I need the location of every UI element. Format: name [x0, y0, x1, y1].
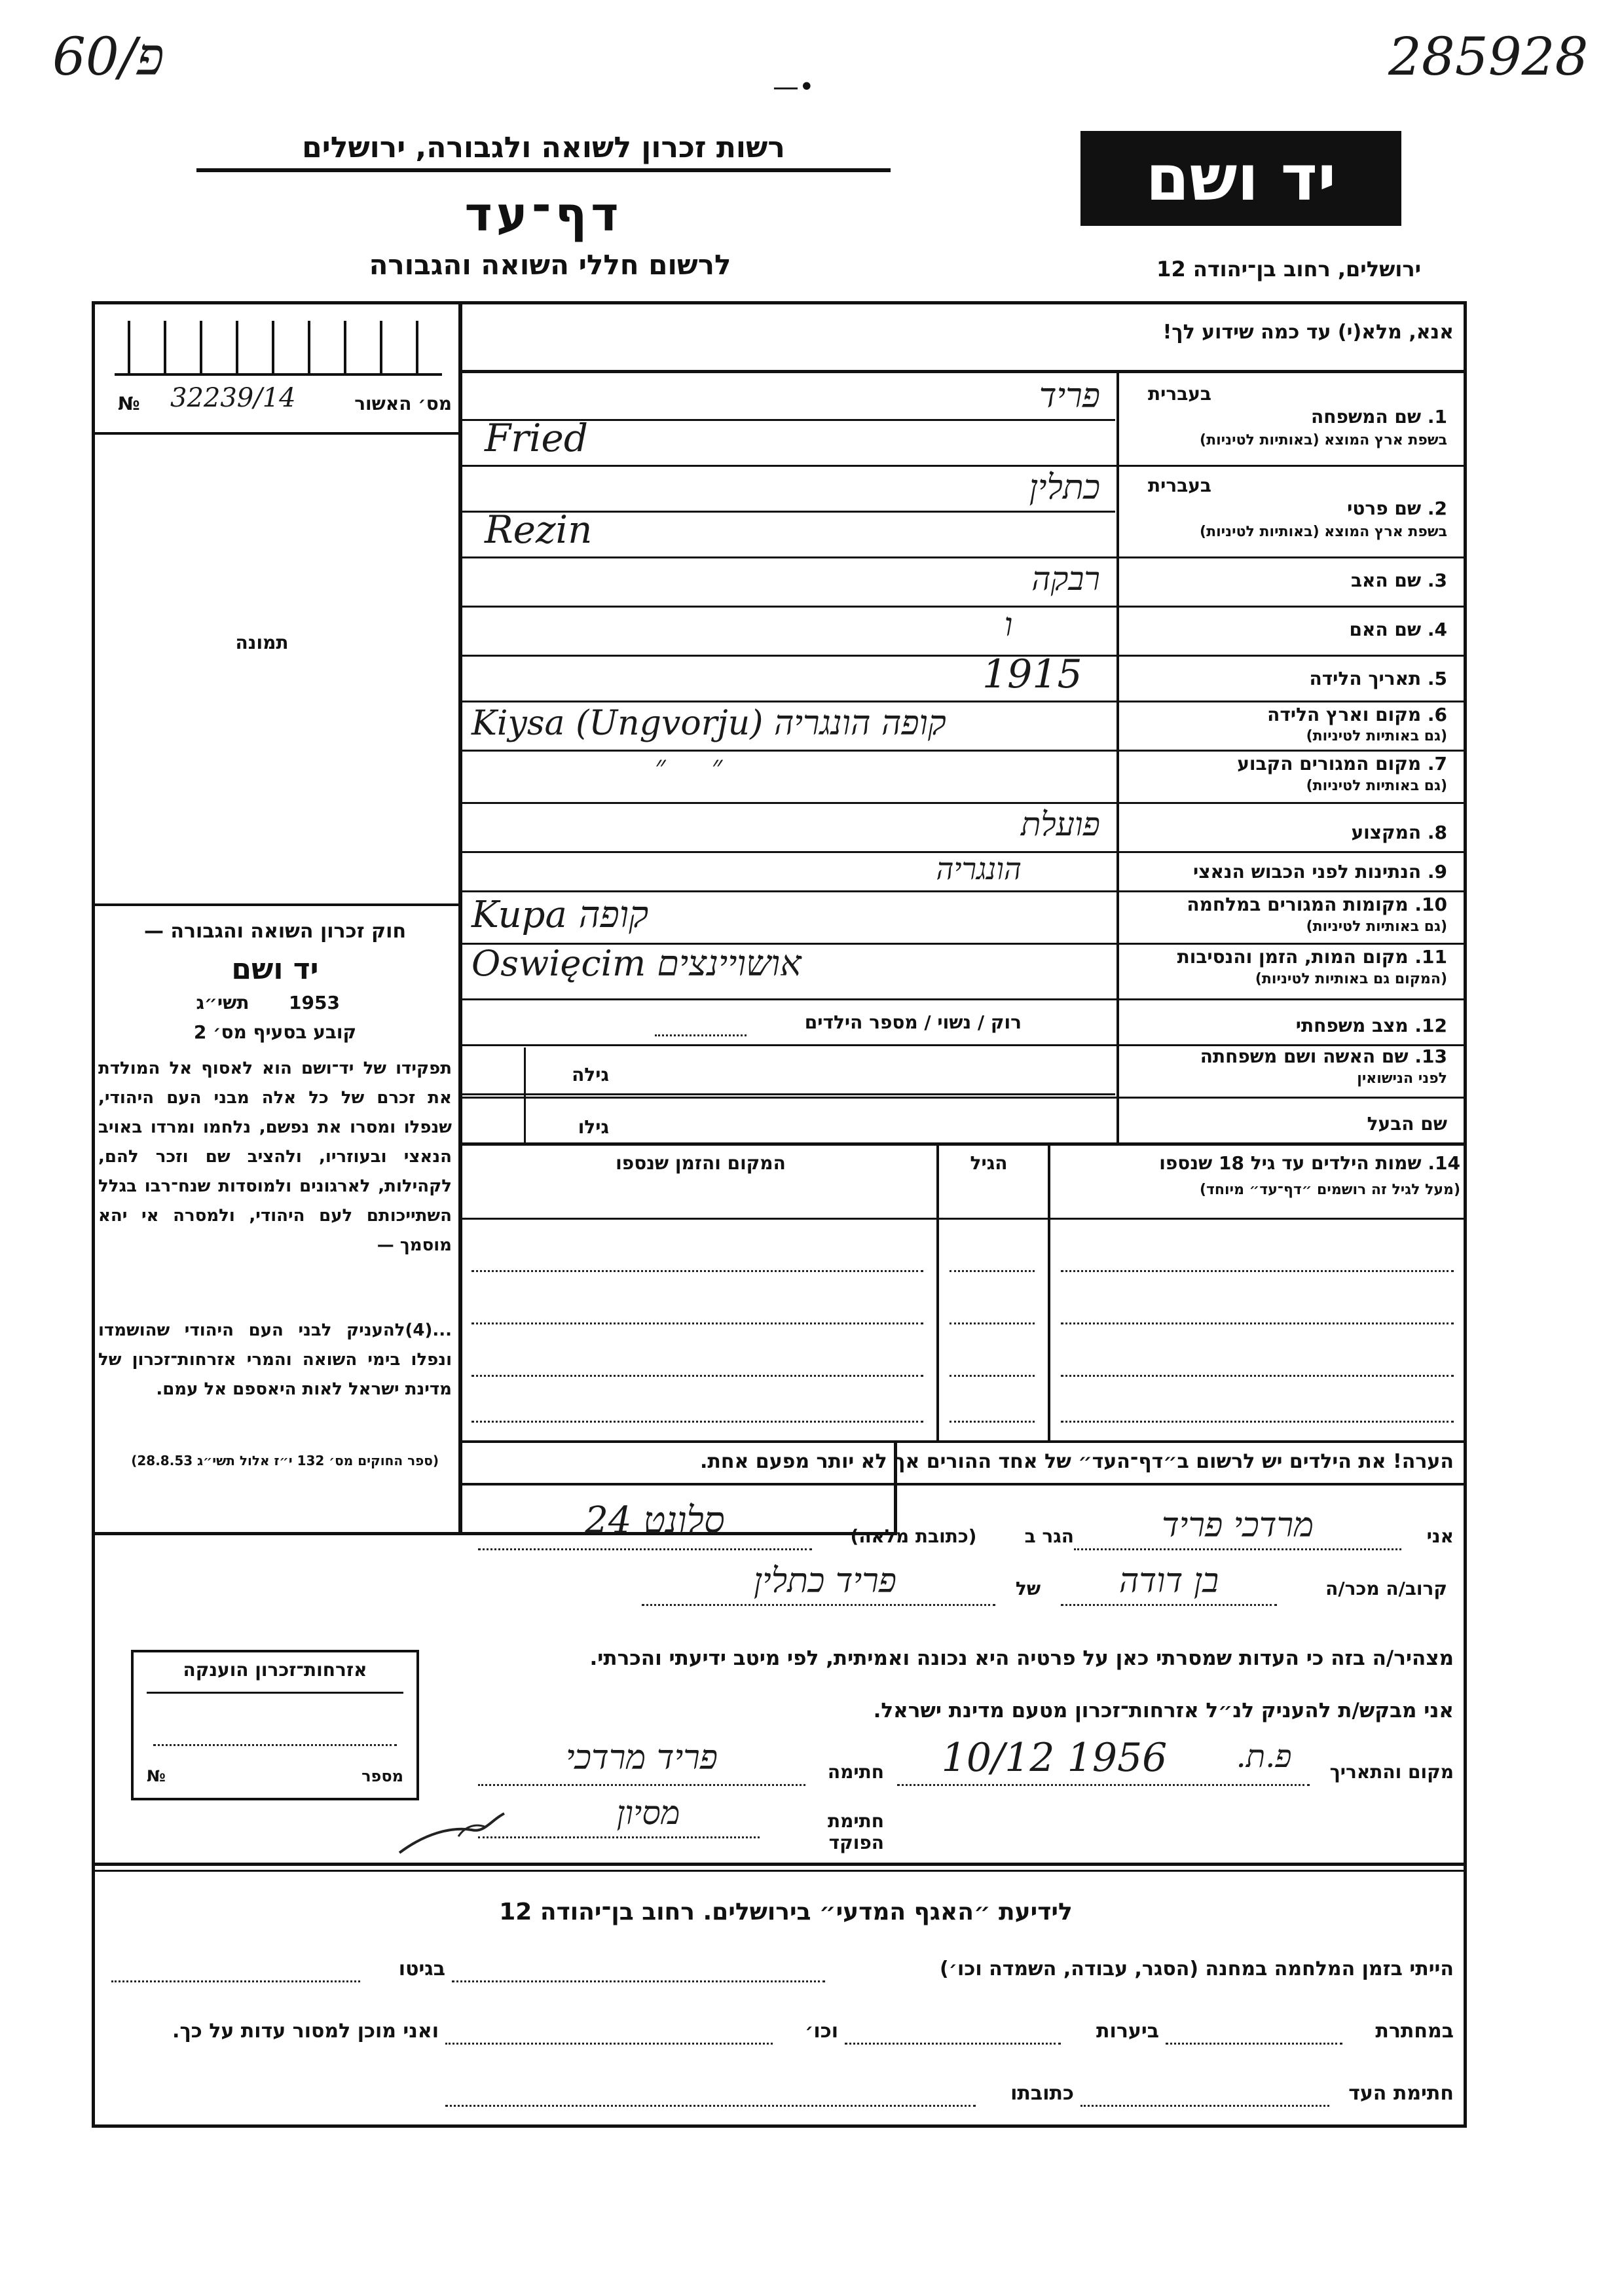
label-column-divider: [1116, 373, 1119, 1146]
field-3-value: רבקה: [1031, 560, 1100, 598]
field-2-label: 2. שם פרטי: [1347, 498, 1447, 519]
field-13-age-label: גילה: [572, 1064, 609, 1085]
law-text-continued: ...(4)להעניק לבני העם היהודי שהושמדו ונפלו בימי השואה והמרי אזרחות־זכרון של מדינת ישראל לאות היאספם אל עמם.: [98, 1321, 452, 1399]
field-10-label: 10. מקומות המגורים במלחמה: [1187, 894, 1447, 915]
field-4-label: 4. שם האם: [1349, 619, 1447, 640]
signature-label: חתימה: [827, 1761, 884, 1783]
field-5-label: 5. תאריך הלידה: [1309, 668, 1447, 689]
field-10-sub: (גם באותיות לטיניות): [1306, 919, 1447, 935]
receipt-rule: [92, 432, 460, 435]
field-13-sub: לפני הנישואין: [1357, 1070, 1447, 1087]
field-1-sub: בשפת ארץ המוצא (באותיות לטיניות): [1200, 432, 1447, 448]
form-subtitle: לרשום חללי השואה והגבורה: [369, 249, 731, 281]
field-12-label: 12. מצב משפחתי: [1295, 1015, 1447, 1036]
law-clause: קובע בסעיף מס׳ 2: [193, 1021, 357, 1043]
field-7-value: ״ ״: [655, 750, 723, 783]
field-11-value: Oswięcim אושויינצים: [471, 943, 802, 984]
law-source: (ספר החוקים מס׳ 132 י״ז אלול תשי״ג 28.8.53): [131, 1453, 439, 1468]
memorial-box-title: אזרחות־זכרון הוענקה: [183, 1659, 367, 1681]
field-11-sub: (המקום גם באותיות לטיניות): [1255, 971, 1447, 987]
field-1-value-hebrew: פריד: [1039, 376, 1100, 416]
corner-file-mark: 60/פ: [52, 26, 164, 87]
field-2-value-hebrew: כתלין: [1029, 468, 1100, 507]
photo-rule: [92, 903, 460, 906]
bottom-testimony-label: ואני מוכן למסור עדות על כך.: [172, 2020, 439, 2043]
field-9-label: 9. הנתינות לפני הכבוש הנאצי: [1193, 861, 1447, 883]
bottom-witness-signature-label: חתימת העד: [1348, 2082, 1454, 2105]
corner-document-number: 285928: [1388, 26, 1589, 87]
law-title: חוק זכרון השואה והגבורה —: [143, 920, 407, 943]
intro-instruction: אנא, מלא(י) עד כמה שידוע לך!: [1162, 321, 1454, 344]
bottom-underground-label: במחתרת: [1375, 2020, 1454, 2043]
field-4-value: ו: [1004, 606, 1013, 644]
field-2-value-latin: Rezin: [485, 507, 593, 552]
declarant-i-label: אני: [1426, 1525, 1454, 1547]
official-signature-label: חתימת הפוקד: [828, 1810, 884, 1853]
law-name: יד ושם: [231, 953, 319, 986]
field-1-value-latin: Fried: [485, 416, 588, 460]
field-1-label: 1. שם המשפחה: [1311, 406, 1447, 428]
form-title: דף־עד: [464, 187, 623, 242]
field-2-hebrew-tag: בעברית: [1147, 475, 1211, 496]
field-10-value: Kupa קופה: [471, 894, 649, 936]
header-address: ירושלים, רחוב בן־יהודה 12: [1156, 257, 1421, 282]
bottom-title: לידיעת ״האגף המדעי״ בירושלים. רחוב בן־יהודה 12: [499, 1899, 1073, 1925]
scan-speck: —•: [773, 72, 815, 102]
authority-name: רשות זכרון לשואה ולגבורה, ירושלים: [196, 131, 891, 172]
relation-value: בן דודה: [1118, 1561, 1219, 1601]
bottom-line-1: הייתי בזמן המלחמה במחנה (הסגר, עבודה, השמדה וכו׳): [940, 1958, 1454, 1980]
photo-label: תמונה: [235, 632, 289, 653]
field-2-sub: בשפת ארץ המוצא (באותיות לטיניות): [1200, 524, 1447, 540]
law-year: 1953: [289, 992, 340, 1013]
of-value: פריד כתלין: [753, 1561, 897, 1601]
field-8-value: פועלת: [1020, 805, 1100, 843]
bottom-address-label: כתובתו: [1010, 2082, 1074, 2105]
field-8-label: 8. המקצוע: [1351, 822, 1447, 843]
children-age-header: הגיל: [970, 1152, 1008, 1174]
receipt-label: מס׳ האשור: [354, 393, 452, 414]
children-label: 14. שמות הילדים עד גיל 18 שנספו: [1159, 1152, 1460, 1174]
declarant-signature: פריד מרדכי: [565, 1738, 718, 1777]
yad-vashem-logo: יד ושם: [1080, 131, 1401, 226]
lives-at-label: הגר ב: [1024, 1525, 1074, 1547]
field-6-value: Kiysa (Ungvorju) קופה הונגריה: [471, 704, 946, 743]
receipt-tick-box: [115, 321, 442, 376]
husband-age-label: גילו: [578, 1116, 609, 1138]
field-13-label: 13. שם האשה ושם משפחתה: [1200, 1046, 1447, 1067]
field-7-label: 7. מקום המגורים הקבוע: [1237, 753, 1447, 774]
intro-rule: [460, 370, 1467, 373]
relative-label: קרוב/ה מכר/ה: [1325, 1578, 1447, 1599]
declaration-statement: מצהיר/ה בזה כי העדות שמסרתי כאן על פרטיה היא נכונה ואמיתית, לפי מיטב ידיעתי והכרתי.: [589, 1647, 1454, 1670]
official-signature-flourish: [393, 1807, 511, 1866]
full-address-label: (כתובת מלאה): [850, 1525, 977, 1547]
children-note: הערה! את הילדים יש לרשום ב״דף־העד״ של אחד ההורים אך לא יותר מפעם אחת.: [700, 1450, 1454, 1473]
left-column-divider: [458, 301, 462, 1532]
bottom-section-rule: [92, 1863, 1467, 1866]
receipt-value: 32239/14: [170, 383, 296, 413]
field-9-value: הונגריה: [936, 851, 1022, 886]
field-11-label: 11. מקום המות, הזמן והנסיבות: [1177, 946, 1447, 968]
law-text: תפקידו של יד־ושם הוא לאסוף אל המולדת את זכרם של כל אלה מבני העם היהודי, שנפלו ומסרו את נפשם, נלחמו ומרדו באויב הנאצי ובעוזריו, ולהציב שם וזכר להם, לקהילות, לארגונים ולמוסדות שנח־רבו בגלל השתייכותם לעם היהודי, ולמסרה אי יהא מוסמך —: [98, 1059, 452, 1255]
field-5-value: 1915: [982, 651, 1082, 697]
address-value: סלונט 24: [585, 1499, 725, 1542]
bottom-forests-label: ביערות: [1096, 2020, 1159, 2043]
declarant-name: מרדכי פריד: [1161, 1506, 1314, 1545]
field-7-sub: (גם באותיות לטיניות): [1306, 778, 1447, 794]
field-12-options: רוק / נשוי / מספר הילדים: [804, 1011, 1022, 1033]
of-label: של: [1015, 1578, 1041, 1599]
bottom-etc-label: וכו׳: [805, 2020, 838, 2043]
memorial-citizenship-box: [131, 1650, 419, 1800]
children-place-header: המקום והזמן שנספו: [616, 1152, 786, 1174]
bottom-ghetto-label: בגיטו: [398, 1958, 445, 1980]
husband-label: שם הבעל: [1367, 1113, 1447, 1135]
field-1-hebrew-tag: בעברית: [1147, 383, 1211, 405]
children-sub: (מעל לגיל זה רושמים ״דף־עד״ מיוחד): [1199, 1182, 1460, 1198]
place-value: פ.ת.: [1236, 1738, 1292, 1775]
official-signature: מסיון: [616, 1794, 680, 1832]
law-year-hebrew: תשי״ג: [196, 992, 249, 1013]
date-value: 10/12 1956: [941, 1735, 1168, 1781]
receipt-no-sign: №: [118, 393, 140, 414]
field-6-label: 6. מקום וארץ הלידה: [1267, 704, 1447, 725]
field-3-label: 3. שם האב: [1350, 570, 1447, 591]
memorial-box-number-label: מספר: [361, 1767, 403, 1785]
field-6-sub: (גם באותיות לטיניות): [1306, 728, 1447, 744]
declaration-request: אני מבקש/ת להעניק לנ״ל אזרחות־זכרון מטעם מדינת ישראל.: [873, 1699, 1454, 1722]
place-date-label: מקום והתאריך: [1329, 1761, 1454, 1783]
memorial-box-no-sign: №: [147, 1767, 166, 1785]
